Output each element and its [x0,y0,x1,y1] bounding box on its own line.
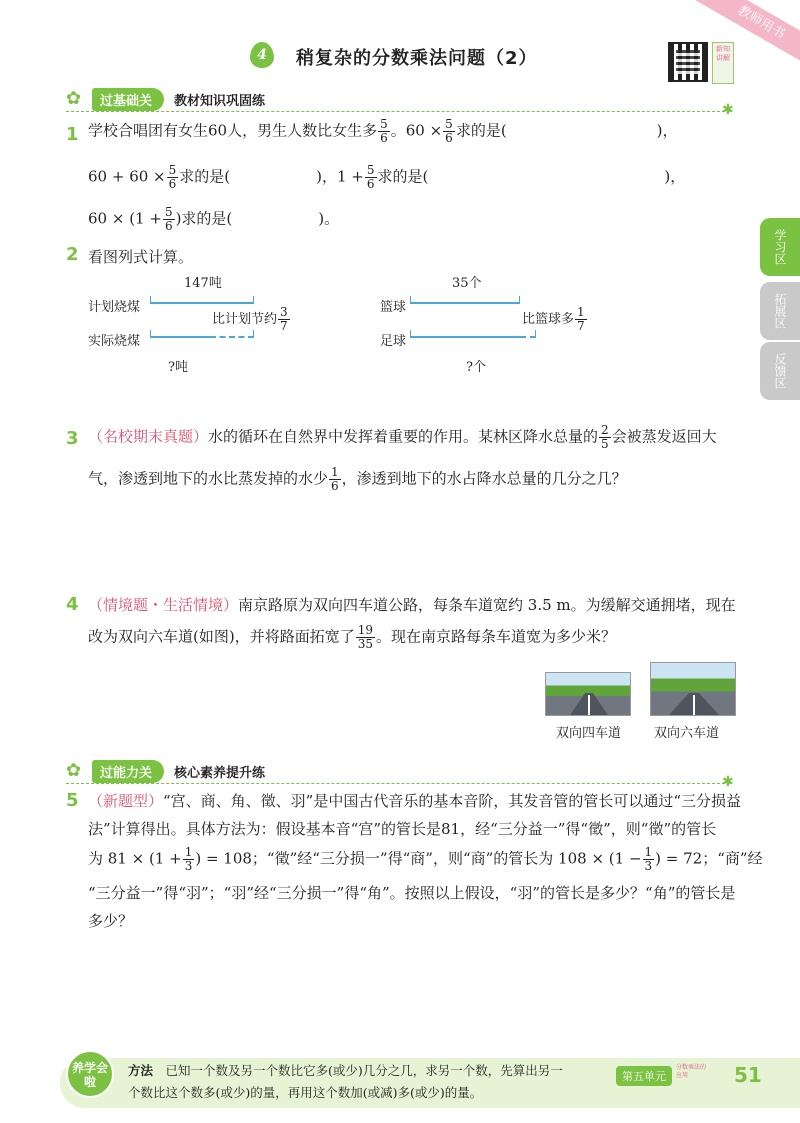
page-number: 51 [734,1063,762,1087]
football-bar [410,330,520,338]
diagram-total-label: 147吨 [184,276,222,291]
question-number: 2 [66,244,79,265]
unit-badge: 第五单元 [616,1066,672,1086]
photo-caption: 双向六车道 [654,726,720,741]
diagram-row-label: 实际烧煤 [88,334,141,349]
qr-code-icon[interactable] [668,42,708,82]
plan-bar [150,296,254,304]
q2-text: 看图列式计算。 [88,248,194,266]
road-photo-four-lane [545,672,631,716]
road-photo-six-lane [650,662,736,716]
divider [66,111,730,112]
tab-expand[interactable]: 拓展区 [760,282,800,340]
saved-bar [210,330,254,338]
photo-caption: 双向四车道 [556,726,622,741]
corner-label-text: 教师用书 [690,0,800,60]
question-tag: （名校期末真题） [88,427,209,446]
section-subtitle: 教材知识巩固练 [174,93,266,109]
section-header-ability [66,760,265,782]
section-subtitle: 核心素养提升练 [174,765,266,781]
q1-line2: 60 + 60 × $\frac{5}{6}$ 求的是( )，1 + $\frac{5}{6}$ 求的是( )， [88,163,686,191]
question-number: 1 [66,124,79,145]
leaf-icon: ✿ [66,760,82,781]
diagram-unknown: ?吨 [168,360,188,375]
method-label: 方法 [128,1063,154,1078]
qr-tag: 新知讲解 [712,42,734,84]
star-icon: ✱ [722,102,734,118]
diagram-total-label: 35个 [452,276,482,291]
q5-line3: 为 81 × (1 + $\frac{1}{3}$ ) = 108；“徵”经“三分损一”得“商”，则“商”的管长为 108 × (1 − $\frac{1}{3}$ ) = 72；“商”经 [88,845,763,873]
q3-line1: （名校期末真题）水的循环在自然界中发挥着重要的作用。某林区降水总量的 $\frac{2}{5}$ 会被蒸发返回大 [88,423,717,451]
page-title: 稍复杂的分数乘法问题（2） [296,48,538,69]
diagram-unknown: ?个 [466,360,486,375]
question-tag: （新题型） [88,792,164,810]
question-number: 5 [66,790,79,811]
leaf-icon: ✿ [66,88,82,109]
tab-study[interactable]: 学习区 [760,218,800,276]
q1-line1: 学校合唱团有女生60人，男生人数比女生多 $\frac{5}{6}$ 。60 × $\frac{5}{6}$ 求的是( )， [88,117,678,145]
q5-line2: 法”计算得出。具体方法为：假设基本音“宫”的管长是81，经“三分益一”得“徵”，则“徵”的管长 [88,820,717,838]
unit-subtitle: 分数乘法的应用 [676,1064,707,1079]
lesson-number: 4 [250,42,274,68]
diagram-row-label: 足球 [380,334,407,349]
divider [66,783,730,784]
diagram-row-label: 计划烧煤 [88,300,141,315]
diagram-row-label: 篮球 [380,300,407,315]
question-number: 3 [66,428,79,449]
basketball-bar [410,296,520,304]
diagram-note: 比计划节约 $\frac{3}{7}$ [212,305,288,333]
diagram-note: 比篮球多 $\frac{1}{7}$ [522,305,585,333]
extra-bar [520,330,536,338]
section-label: 过能力关 [92,760,164,783]
question-tag: （情境题・生活情境） [88,596,239,614]
section-header-basic [66,88,265,110]
q5-line5: 多少？ [88,912,134,930]
star-icon: ✱ [722,774,734,790]
q5-line1: （新题型）“宫、商、角、徵、羽”是中国古代音乐的基本音阶，其发音管的管长可以通过“三分损益 [88,792,742,810]
q4-line1: （情境题・生活情境）南京路原为双向四车道公路，每条车道宽约 3.5 m。为缓解交通拥堵，现在 [88,596,736,614]
method-text: 方法 已知一个数及另一个数比它多(或少)几分之几，求另一个数，先算出另一 个数比这个数多(或少)的量，再用这个数加(或减)多(或少)的量。 [128,1063,563,1100]
q4-line2: 改为双向六车道(如图)，并将路面拓宽了 $\frac{19}{35}$ 。现在南京路每条车道宽为多少米？ [88,623,617,651]
q3-line2: 气，渗透到地下的水比蒸发掉的水少 $\frac{1}{6}$ ，渗透到地下的水占降水总量的几分之几？ [88,465,627,493]
footer-badge: 养学会啦 [66,1050,114,1098]
tab-feedback[interactable]: 反馈区 [760,342,800,400]
question-number: 4 [66,594,79,615]
q5-line4: “三分益一”得“羽”；“羽”经“三分损一”得“角”。按照以上假设，“羽”的管长是多少？“角”的管长是 [88,884,736,902]
section-label: 过基础关 [92,88,164,111]
actual-bar [150,330,210,338]
q1-line3: 60 × (1 + $\frac{5}{6}$ )求的是( )。 [88,205,340,233]
